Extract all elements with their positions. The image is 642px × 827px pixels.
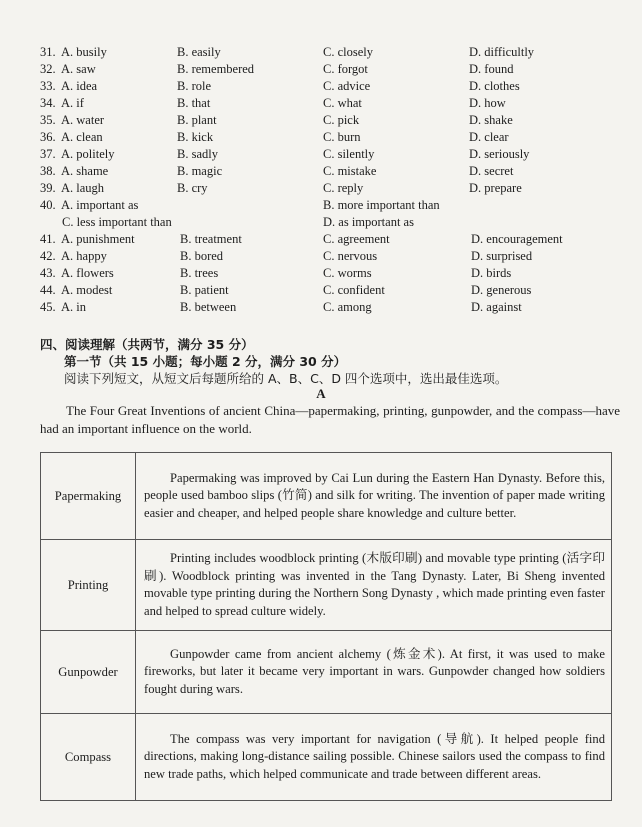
option-d: D. as important as: [323, 215, 414, 229]
question-number: 36.: [40, 130, 56, 144]
part-heading: 第一节（共 15 小题；每小题 2 分，满分 30 分）: [64, 354, 347, 369]
option-c: C. what: [323, 96, 362, 110]
option-row-32: [40, 61, 620, 78]
inventions-table: [40, 452, 612, 801]
option-c: C. agreement: [323, 232, 390, 246]
option-a: A. happy: [61, 249, 107, 263]
option-row-42: [40, 248, 620, 265]
option-a: A. water: [61, 113, 105, 127]
option-d: D. surprised: [471, 249, 533, 263]
question-number: 41.: [40, 232, 56, 246]
option-a: A. clean: [61, 130, 103, 144]
option-b: B. more important than: [323, 198, 440, 212]
option-row-38: [40, 163, 620, 180]
option-b: B. sadly: [177, 147, 218, 161]
option-a: A. important as: [61, 198, 139, 212]
invention-description: The compass was very important for navigation (导航). It helped people find directions, making long-distance sailing possible. Chinese sailors used the compass to find new trade paths, which helped communicate and trade between different areas.: [136, 714, 612, 801]
option-row-40-cont: [40, 214, 620, 231]
option-a: A. if: [61, 96, 84, 110]
table-row: [41, 453, 612, 540]
option-row-35: [40, 112, 620, 129]
invention-description: Gunpowder came from ancient alchemy (炼金术). At first, it was used to make fireworks, but later it became very important in wars. Gunpowder changed how soldiers fought during wars.: [136, 631, 612, 714]
option-row-36: [40, 129, 620, 146]
question-number: 33.: [40, 79, 56, 93]
option-a: A. busily: [61, 45, 107, 59]
option-b: B. remembered: [177, 62, 255, 76]
option-row-43: [40, 265, 620, 282]
option-row-41: [40, 231, 620, 248]
invention-name: Gunpowder: [41, 631, 136, 714]
option-row-40: [40, 197, 620, 214]
option-c: C. among: [323, 300, 372, 314]
instruction-text: 阅读下列短文，从短文后每题所给的 A、B、C、D 四个选项中，选出最佳选项。: [64, 371, 508, 386]
option-c: C. reply: [323, 181, 364, 195]
option-row-33: [40, 78, 620, 95]
option-row-34: [40, 95, 620, 112]
question-number: 35.: [40, 113, 56, 127]
option-a: A. politely: [61, 147, 115, 161]
question-number: 45.: [40, 300, 56, 314]
passage-intro: The Four Great Inventions of ancient China—papermaking, printing, gunpowder, and the compass—have had an important influence on the world.: [40, 403, 620, 436]
option-a: A. flowers: [61, 266, 114, 280]
option-d: D. against: [471, 300, 522, 314]
invention-description: Papermaking was improved by Cai Lun during the Eastern Han Dynasty. Before this, people used bamboo slips (竹简) and silk for writing. The invention of paper made writing easier and cheaper, and helped people share knowledge and culture better.: [136, 453, 612, 540]
question-number: 39.: [40, 181, 56, 195]
question-number: 43.: [40, 266, 56, 280]
option-b: B. kick: [177, 130, 214, 144]
option-b: B. bored: [180, 249, 224, 263]
options-block: [40, 44, 620, 316]
option-a: A. laugh: [61, 181, 105, 195]
option-d: D. clear: [469, 130, 509, 144]
option-c: C. burn: [323, 130, 361, 144]
question-number: 40.: [40, 198, 56, 212]
option-b: B. cry: [177, 181, 208, 195]
option-a: A. idea: [61, 79, 98, 93]
passage-label: A: [316, 386, 326, 401]
option-row-31: [40, 44, 620, 61]
option-d: D. encouragement: [471, 232, 563, 246]
table-row: [41, 540, 612, 631]
option-d: D. difficultly: [469, 45, 535, 59]
option-b: B. easily: [177, 45, 221, 59]
option-c: C. pick: [323, 113, 360, 127]
option-b: B. between: [180, 300, 237, 314]
question-number: 42.: [40, 249, 56, 263]
option-c: C. nervous: [323, 249, 378, 263]
table-row: [41, 714, 612, 801]
invention-name: Printing: [41, 540, 136, 631]
option-d: D. clothes: [469, 79, 520, 93]
invention-name: Papermaking: [41, 453, 136, 540]
option-b: B. magic: [177, 164, 223, 178]
option-d: D. found: [469, 62, 514, 76]
option-d: D. birds: [471, 266, 512, 280]
option-d: D. generous: [471, 283, 532, 297]
option-c: C. mistake: [323, 164, 377, 178]
option-d: D. shake: [469, 113, 513, 127]
option-a: A. in: [61, 300, 86, 314]
option-b: B. trees: [180, 266, 219, 280]
option-row-44: [40, 282, 620, 299]
option-b: B. that: [177, 96, 211, 110]
option-d: D. prepare: [469, 181, 522, 195]
invention-name: Compass: [41, 714, 136, 801]
option-b: B. treatment: [180, 232, 242, 246]
option-d: D. secret: [469, 164, 514, 178]
option-c: C. advice: [323, 79, 371, 93]
option-d: D. how: [469, 96, 506, 110]
option-c: C. forgot: [323, 62, 368, 76]
option-a: A. modest: [61, 283, 113, 297]
section-heading: 四、阅读理解（共两节，满分 35 分）: [40, 337, 254, 352]
option-a: A. shame: [61, 164, 109, 178]
question-number: 31.: [40, 45, 56, 59]
option-c: C. silently: [323, 147, 375, 161]
option-row-37: [40, 146, 620, 163]
question-number: 32.: [40, 62, 56, 76]
option-row-39: [40, 180, 620, 197]
option-c: C. worms: [323, 266, 372, 280]
option-c: C. confident: [323, 283, 385, 297]
option-b: B. plant: [177, 113, 217, 127]
option-b: B. patient: [180, 283, 229, 297]
option-d: D. seriously: [469, 147, 530, 161]
table-row: [41, 631, 612, 714]
question-number: 34.: [40, 96, 56, 110]
option-row-45: [40, 299, 620, 316]
option-b: B. role: [177, 79, 212, 93]
option-c: C. closely: [323, 45, 373, 59]
option-c: C. less important than: [62, 215, 172, 229]
invention-description: Printing includes woodblock printing (木版印刷) and movable type printing (活字印刷). Woodblock printing was invented in the Tang Dynasty. Later, Bi Sheng invented movable type printing during the Northern Song Dynasty , which made printing even faster and helped to spread culture widely.: [136, 540, 612, 631]
question-number: 37.: [40, 147, 56, 161]
question-number: 38.: [40, 164, 56, 178]
option-a: A. punishment: [61, 232, 135, 246]
option-a: A. saw: [61, 62, 96, 76]
question-number: 44.: [40, 283, 56, 297]
